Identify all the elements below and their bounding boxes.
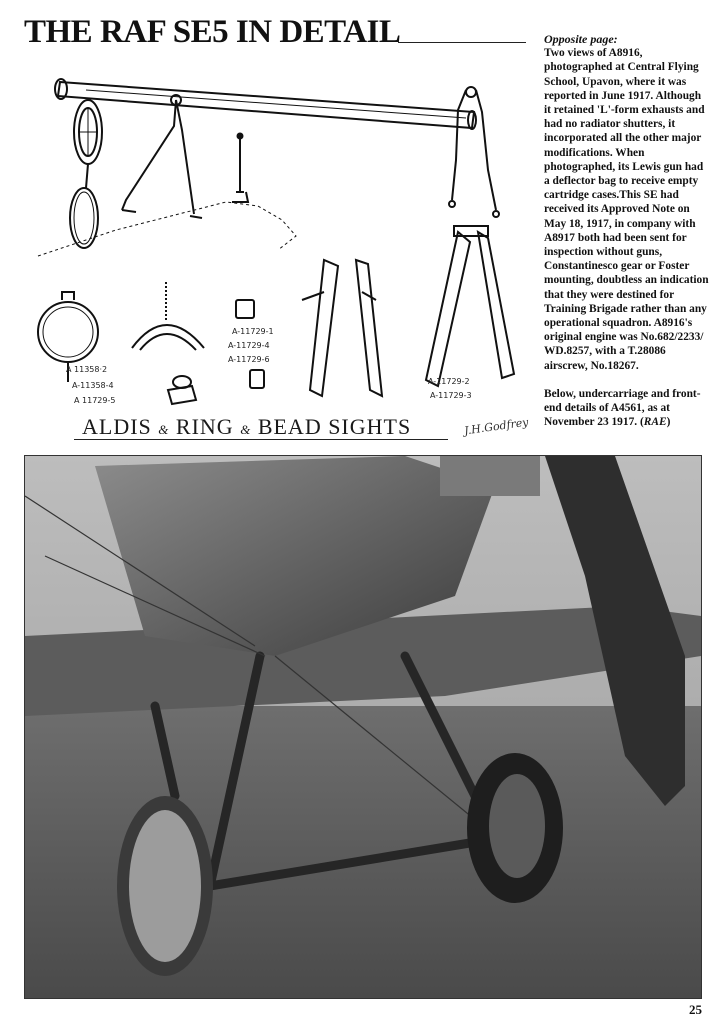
strut-middle xyxy=(356,260,382,396)
drawing-label-rule xyxy=(74,439,448,440)
caption-below: Below, undercarriage and front-end details of A4561, as at November 23 1917. (RAE) xyxy=(544,387,701,429)
aldis-sight-drawing xyxy=(26,70,532,450)
bush-upper xyxy=(236,300,254,318)
sight-tube xyxy=(58,82,474,128)
page-title: THE RAF SE5 IN DETAIL xyxy=(24,14,401,50)
drawing-label: ALDIS & RING & BEAD SIGHTS xyxy=(82,414,412,439)
caption-credit: RAE xyxy=(643,416,667,429)
artist-signature: J.H.Godfrey xyxy=(463,415,530,438)
part-label-7: A-11729-2 xyxy=(428,377,470,386)
strut-left xyxy=(310,260,338,396)
caption-body: Two views of A8916, photographed at Central Flying School, Upavon, where it was reported in June 1917. Although it retained 'L'-form exhausts and had no radiator shutters, it incorporated all the other major modifications. When photographed, its Lewis gun had a deflector bag to receive empty cartridge cases.This SE had received its Approved Note on May 18, 1917, in company with A8917 both had been sent for inspection without guns, Constantinesco gear or Foster mounting, doubtless an indication that they were destined for Training Brigade rather than any operational squadron. A8916's original engine was No.682/2233/ WD.8257, with a T.28086 airscrew, No.18267. xyxy=(544,47,709,372)
part-label-4: A-11729-1 xyxy=(232,327,274,336)
clip-ring xyxy=(38,302,98,362)
clip-saddle xyxy=(132,325,204,348)
bead-sight xyxy=(232,138,248,202)
caption-heading: Opposite page: xyxy=(544,32,618,46)
part-label-3: A 11729-5 xyxy=(74,396,116,405)
strut-pair xyxy=(426,232,470,386)
part-label-6: A-11729-6 xyxy=(228,355,270,364)
part-label-2: A-11358-4 xyxy=(72,381,114,390)
bush-lower xyxy=(250,370,264,388)
part-label-8: A-11729-3 xyxy=(430,391,472,400)
part-label-1: A 11358·2 xyxy=(66,365,108,374)
undercarriage-photo xyxy=(24,455,702,999)
part-label-5: A-11729-4 xyxy=(228,341,270,350)
page-number: 25 xyxy=(689,1002,702,1017)
title-rule xyxy=(398,42,526,43)
caption-column xyxy=(544,32,710,429)
